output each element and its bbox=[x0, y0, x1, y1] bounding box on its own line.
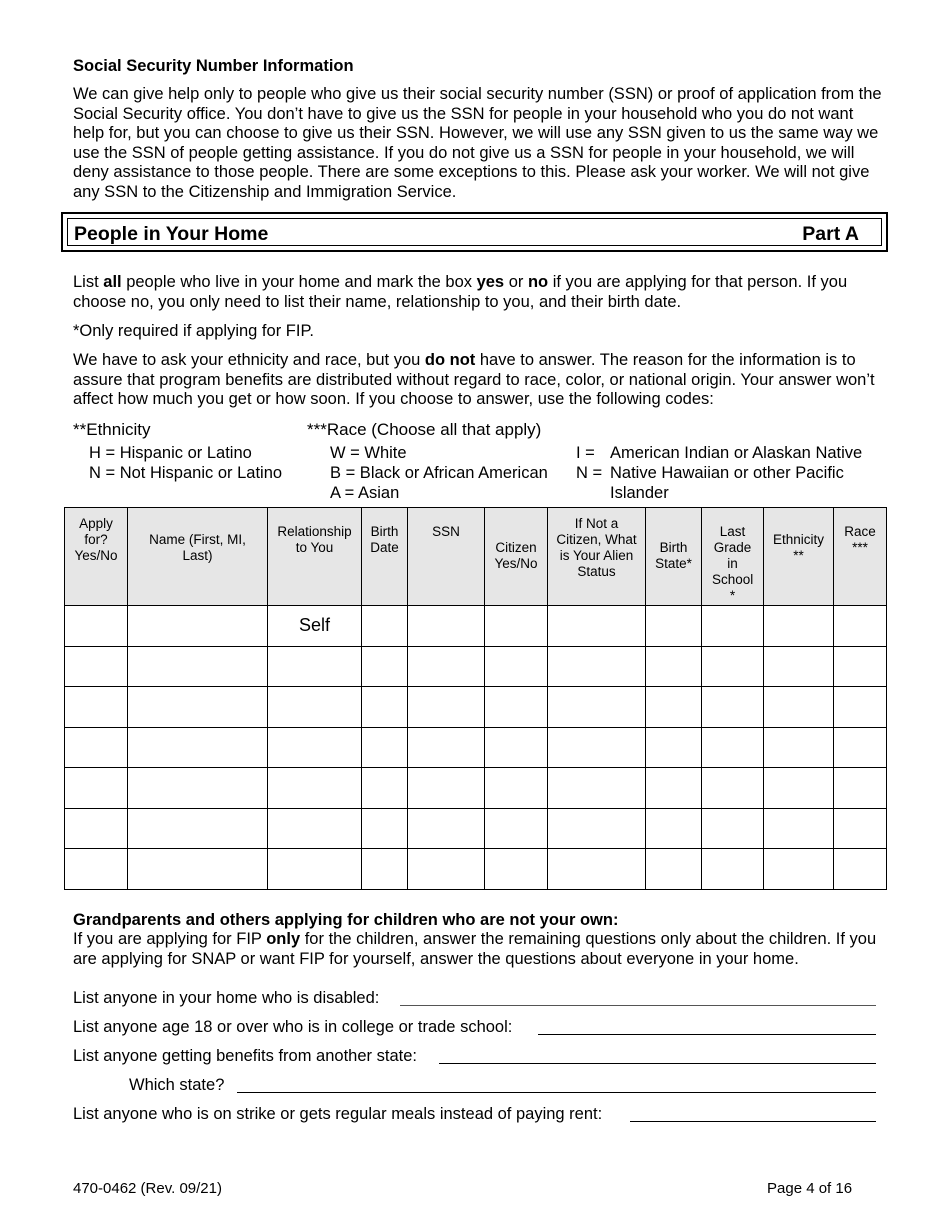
question-strike-label: List anyone who is on strike or gets regular meals instead of paying rent: bbox=[73, 1105, 603, 1123]
cell-birth-date[interactable] bbox=[362, 606, 408, 647]
question-which-state-label: Which state? bbox=[129, 1076, 225, 1094]
cell-ethnicity[interactable] bbox=[764, 646, 834, 687]
section-header-box bbox=[61, 212, 888, 252]
cell-birth-state[interactable] bbox=[646, 606, 702, 647]
table-header-row bbox=[65, 508, 887, 606]
race-code-b: B = Black or African American bbox=[330, 464, 548, 482]
cell-race[interactable] bbox=[834, 727, 887, 768]
cell-name[interactable] bbox=[128, 768, 268, 809]
cell-apply[interactable] bbox=[65, 687, 128, 728]
cell-last-grade[interactable] bbox=[702, 768, 764, 809]
question-strike-field[interactable] bbox=[630, 1121, 876, 1122]
table-row bbox=[65, 606, 887, 647]
table-row bbox=[65, 808, 887, 849]
cell-relationship[interactable] bbox=[268, 849, 362, 890]
question-disabled-field[interactable] bbox=[400, 1005, 876, 1006]
question-college-label: List anyone age 18 or over who is in college or trade school: bbox=[73, 1018, 513, 1036]
cell-alien-status[interactable] bbox=[548, 768, 646, 809]
col-header-alien-status: If Not a Citizen, What is Your Alien Status bbox=[548, 508, 646, 606]
table-row bbox=[65, 768, 887, 809]
cell-birth-date[interactable] bbox=[362, 687, 408, 728]
cell-alien-status[interactable] bbox=[548, 849, 646, 890]
race-code-i-key: I = bbox=[576, 444, 595, 462]
fip-note: *Only required if applying for FIP. bbox=[73, 322, 314, 340]
question-which-state-field[interactable] bbox=[237, 1092, 876, 1093]
cell-last-grade[interactable] bbox=[702, 606, 764, 647]
cell-name[interactable] bbox=[128, 646, 268, 687]
cell-name[interactable] bbox=[128, 606, 268, 647]
ssn-info-title: Social Security Number Information bbox=[73, 57, 354, 75]
cell-last-grade[interactable] bbox=[702, 849, 764, 890]
cell-ethnicity[interactable] bbox=[764, 687, 834, 728]
cell-apply[interactable] bbox=[65, 849, 128, 890]
cell-ethnicity[interactable] bbox=[764, 768, 834, 809]
cell-ssn[interactable] bbox=[408, 606, 485, 647]
household-members-table bbox=[64, 507, 887, 890]
cell-birth-date[interactable] bbox=[362, 646, 408, 687]
col-header-apply: Apply for? Yes/No bbox=[65, 508, 128, 606]
cell-last-grade[interactable] bbox=[702, 646, 764, 687]
cell-birth-state[interactable] bbox=[646, 727, 702, 768]
cell-ethnicity[interactable] bbox=[764, 606, 834, 647]
section-title: People in Your Home bbox=[74, 223, 269, 245]
col-header-birth-state: Birth State* bbox=[646, 508, 702, 606]
cell-apply[interactable] bbox=[65, 768, 128, 809]
cell-name[interactable] bbox=[128, 808, 268, 849]
cell-name[interactable] bbox=[128, 849, 268, 890]
cell-birth-state[interactable] bbox=[646, 849, 702, 890]
col-header-name: Name (First, MI, Last) bbox=[128, 508, 268, 606]
race-code-n-key: N = bbox=[576, 464, 603, 482]
cell-ethnicity[interactable] bbox=[764, 849, 834, 890]
cell-birth-state[interactable] bbox=[646, 687, 702, 728]
cell-birth-date[interactable] bbox=[362, 768, 408, 809]
table-row bbox=[65, 727, 887, 768]
cell-birth-state[interactable] bbox=[646, 768, 702, 809]
grandparents-body: If you are applying for FIP only for the children, answer the remaining questions only about the children. If you are applying for SNAP or want FIP for yourself, answer the questions about everyone in your home. bbox=[73, 930, 877, 968]
cell-ssn[interactable] bbox=[408, 646, 485, 687]
cell-alien-status[interactable] bbox=[548, 606, 646, 647]
cell-alien-status[interactable] bbox=[548, 687, 646, 728]
cell-birth-date[interactable] bbox=[362, 727, 408, 768]
col-header-citizen: Citizen Yes/No bbox=[485, 508, 548, 606]
cell-citizen[interactable] bbox=[485, 768, 548, 809]
cell-last-grade[interactable] bbox=[702, 808, 764, 849]
race-code-n-value-cont: Islander bbox=[610, 484, 669, 502]
race-code-n-value: Native Hawaiian or other Pacific bbox=[610, 464, 844, 482]
table-row bbox=[65, 849, 887, 890]
cell-relationship[interactable] bbox=[268, 646, 362, 687]
cell-birth-state[interactable] bbox=[646, 646, 702, 687]
cell-relationship[interactable] bbox=[268, 687, 362, 728]
cell-alien-status[interactable] bbox=[548, 808, 646, 849]
cell-citizen[interactable] bbox=[485, 606, 548, 647]
ssn-info-body: We can give help only to people who give us their social security number (SSN) or proof of application from the Social Security office. You don’t have to give us the SSN for people in your household who you do not want help for, but you can choose to give us their SSN. However, we will use any SSN given to us the same way we use the SSN of people getting assistance. If you do not give us a SSN for people in your household, we will deny assistance to those people. There are some exceptions to this. Please ask your worker. We will not give any SSN to the Citizenship and Immigration Service. bbox=[73, 85, 882, 201]
cell-citizen[interactable] bbox=[485, 849, 548, 890]
cell-ethnicity[interactable] bbox=[764, 808, 834, 849]
race-code-w: W = White bbox=[330, 444, 407, 462]
cell-race[interactable] bbox=[834, 768, 887, 809]
col-header-last-grade: Last Grade in School * bbox=[702, 508, 764, 606]
grandparents-title: Grandparents and others applying for children who are not your own: bbox=[73, 911, 619, 929]
question-benefits-field[interactable] bbox=[439, 1063, 876, 1064]
ethnicity-title: **Ethnicity bbox=[73, 420, 151, 439]
race-code-a: A = Asian bbox=[330, 484, 400, 502]
cell-citizen[interactable] bbox=[485, 727, 548, 768]
table-row bbox=[65, 646, 887, 687]
cell-race[interactable] bbox=[834, 646, 887, 687]
cell-alien-status[interactable] bbox=[548, 646, 646, 687]
cell-birth-date[interactable] bbox=[362, 849, 408, 890]
question-disabled-label: List anyone in your home who is disabled: bbox=[73, 989, 380, 1007]
cell-relationship[interactable] bbox=[268, 808, 362, 849]
form-number: 470-0462 (Rev. 09/21) bbox=[73, 1180, 222, 1197]
cell-relationship[interactable] bbox=[268, 768, 362, 809]
cell-last-grade[interactable] bbox=[702, 727, 764, 768]
cell-citizen[interactable] bbox=[485, 808, 548, 849]
page-number: Page 4 of 16 bbox=[767, 1180, 853, 1197]
col-header-ssn: SSN bbox=[408, 508, 485, 606]
question-college-field[interactable] bbox=[538, 1034, 876, 1035]
cell-apply[interactable] bbox=[65, 606, 128, 647]
col-header-race: Race *** bbox=[834, 508, 887, 606]
cell-birth-date[interactable] bbox=[362, 808, 408, 849]
cell-ssn[interactable] bbox=[408, 808, 485, 849]
cell-race[interactable] bbox=[834, 687, 887, 728]
cell-ethnicity[interactable] bbox=[764, 727, 834, 768]
race-title: ***Race (Choose all that apply) bbox=[307, 420, 542, 439]
cell-ssn[interactable] bbox=[408, 687, 485, 728]
question-benefits-label: List anyone getting benefits from another state: bbox=[73, 1047, 417, 1065]
cell-alien-status[interactable] bbox=[548, 727, 646, 768]
cell-ssn[interactable] bbox=[408, 768, 485, 809]
cell-relationship: Self bbox=[268, 606, 362, 647]
intro-paragraph-race: We have to ask your ethnicity and race, but you do not have to answer. The reason for the information is to assure that program benefits are distributed without regard to race, color, or national origin. Your answer won’t affect how much you get or how soon. If you choose to answer, use the following codes: bbox=[73, 351, 875, 409]
cell-citizen[interactable] bbox=[485, 687, 548, 728]
cell-name[interactable] bbox=[128, 687, 268, 728]
ethnicity-code-n: N = Not Hispanic or Latino bbox=[89, 464, 283, 482]
col-header-ethnicity: Ethnicity ** bbox=[764, 508, 834, 606]
cell-apply[interactable] bbox=[65, 646, 128, 687]
cell-apply[interactable] bbox=[65, 727, 128, 768]
section-part-label: Part A bbox=[802, 223, 859, 245]
col-header-birth-date: Birth Date bbox=[362, 508, 408, 606]
section-header-inner bbox=[67, 218, 882, 246]
cell-citizen[interactable] bbox=[485, 646, 548, 687]
cell-ssn[interactable] bbox=[408, 849, 485, 890]
cell-race[interactable] bbox=[834, 606, 887, 647]
cell-race[interactable] bbox=[834, 849, 887, 890]
race-code-i-value: American Indian or Alaskan Native bbox=[610, 444, 863, 462]
ethnicity-code-h: H = Hispanic or Latino bbox=[89, 444, 252, 462]
cell-name[interactable] bbox=[128, 727, 268, 768]
cell-last-grade[interactable] bbox=[702, 687, 764, 728]
cell-ssn[interactable] bbox=[408, 727, 485, 768]
intro-paragraph-list: List all people who live in your home and mark the box yes or no if you are applying for that person. If you choose no, you only need to list their name, relationship to you, and their birth date. bbox=[73, 273, 848, 311]
col-header-relationship: Relationship to You bbox=[268, 508, 362, 606]
cell-race[interactable] bbox=[834, 808, 887, 849]
cell-birth-state[interactable] bbox=[646, 808, 702, 849]
cell-apply[interactable] bbox=[65, 808, 128, 849]
cell-relationship[interactable] bbox=[268, 727, 362, 768]
table-row bbox=[65, 687, 887, 728]
